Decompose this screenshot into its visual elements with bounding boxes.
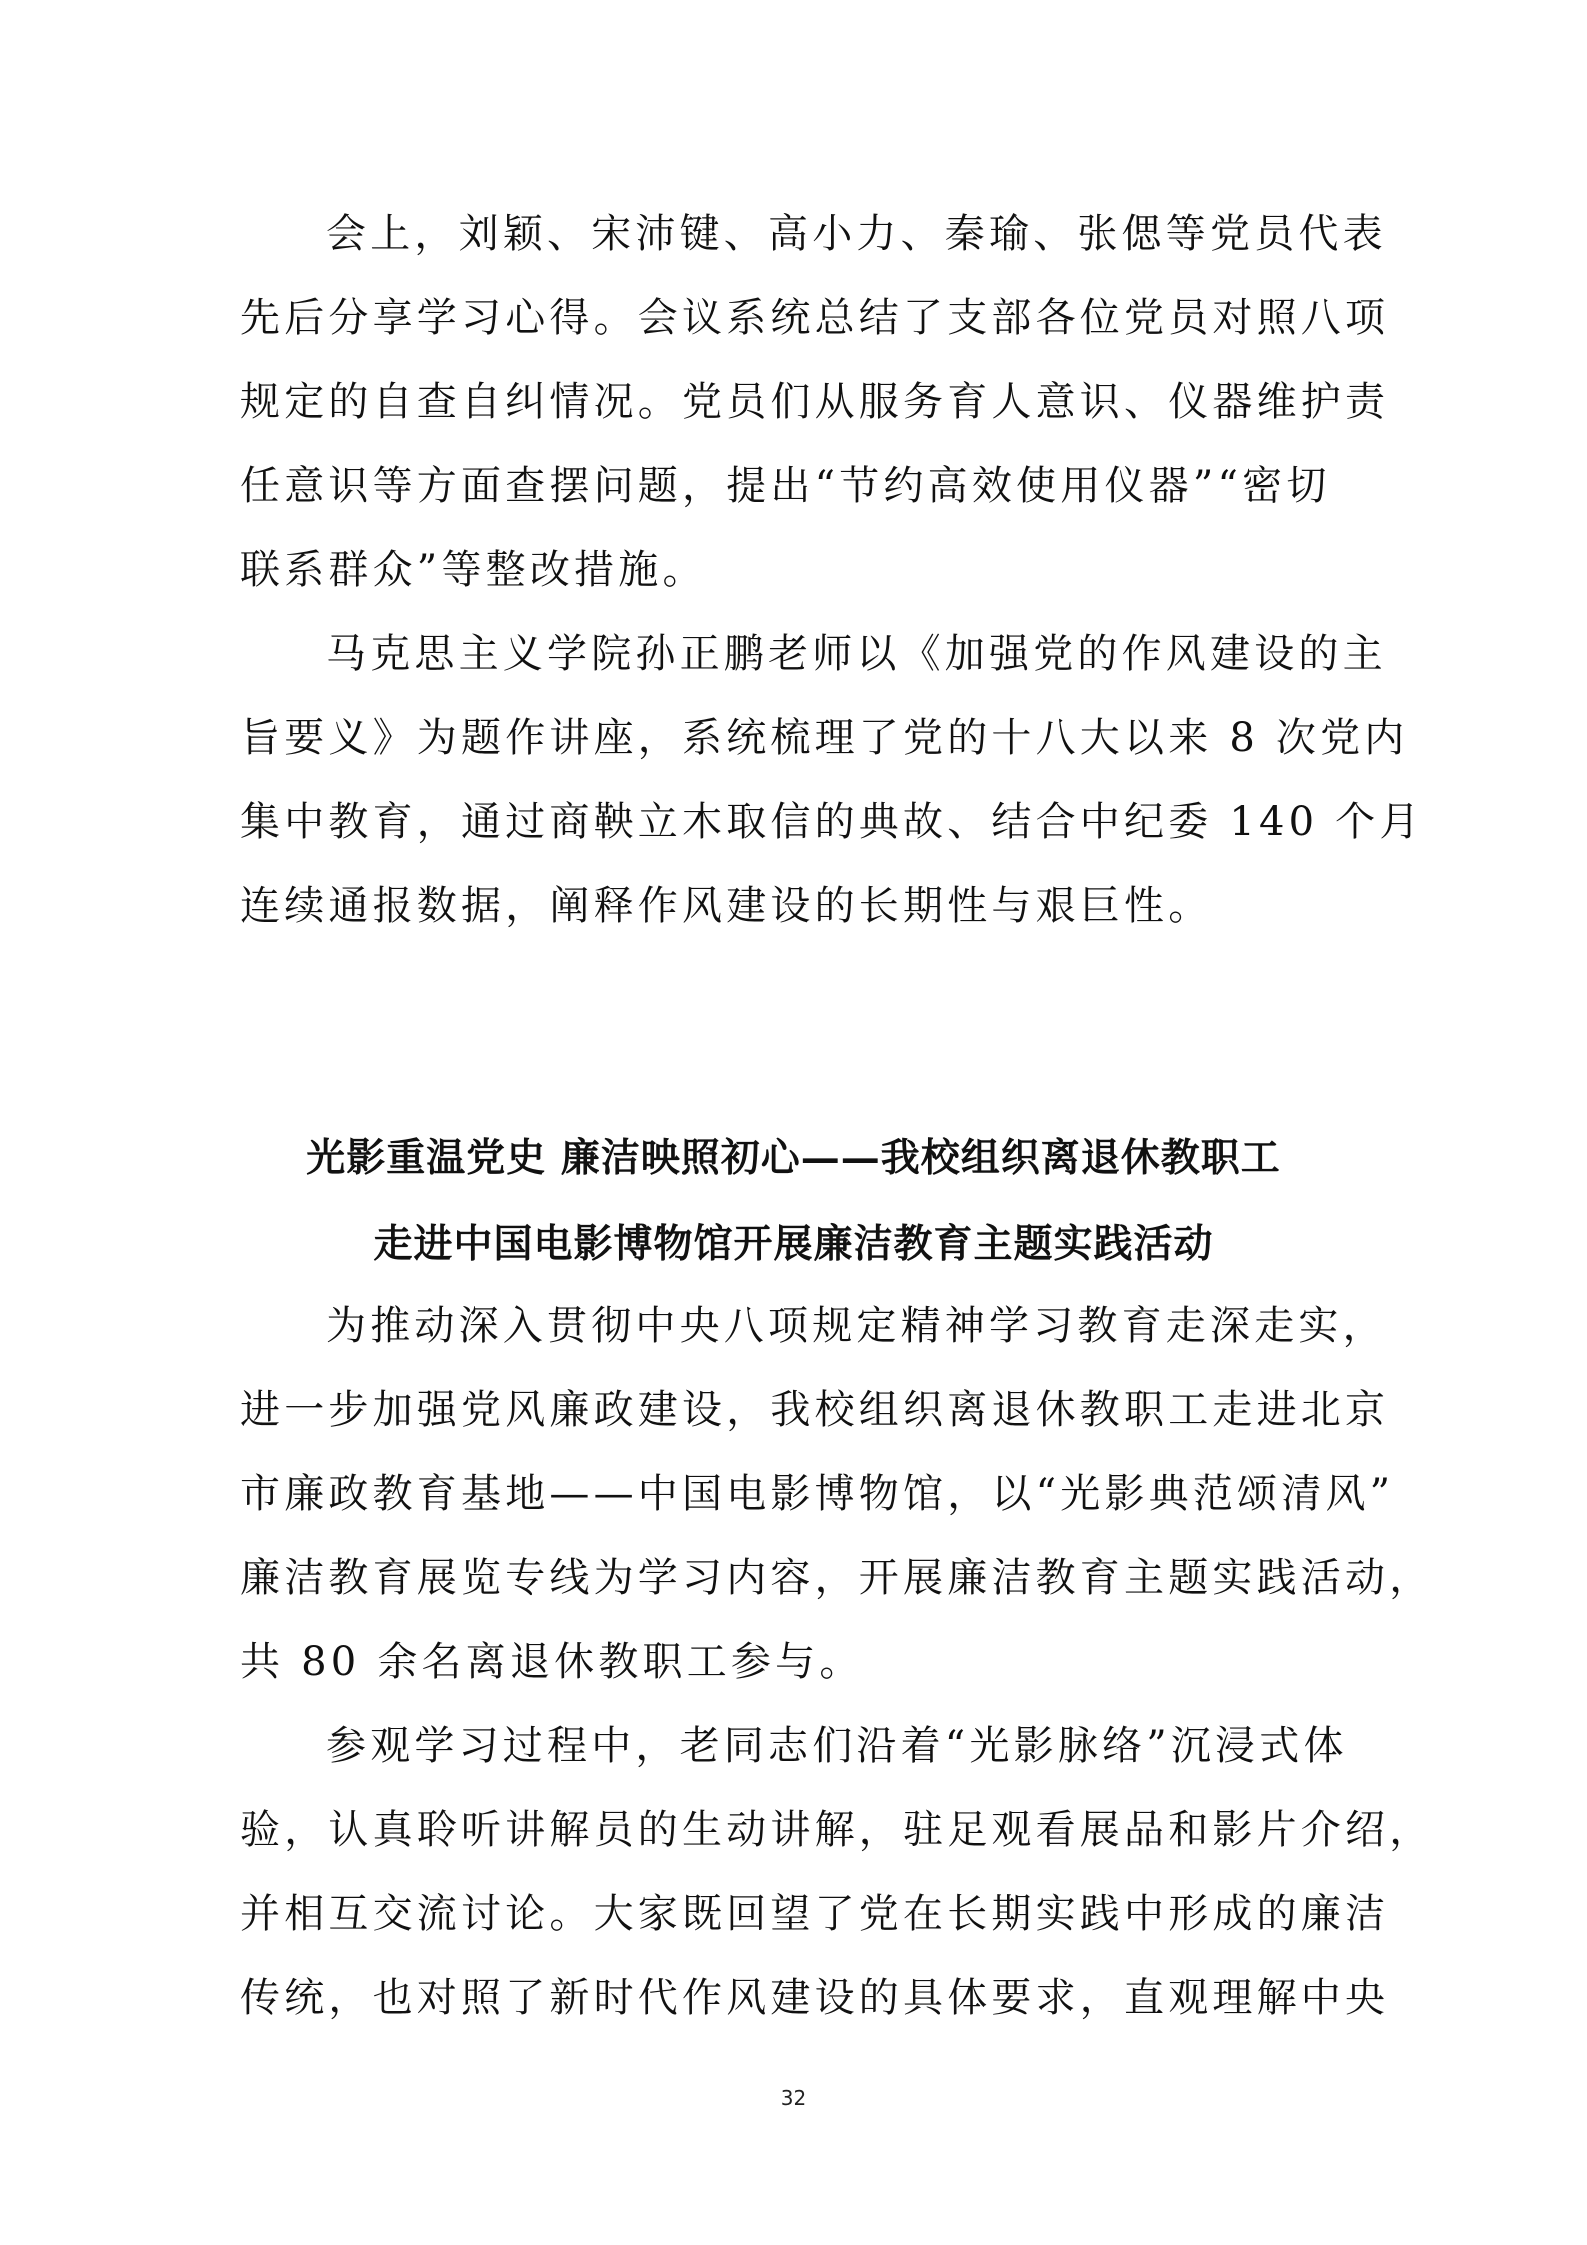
title-line: 走进中国电影博物馆开展廉洁教育主题实践活动 — [373, 1221, 1214, 1267]
page-number: 32 — [780, 2086, 807, 2110]
paragraph-lecture — [240, 612, 1424, 948]
text-line: 会上，刘颖、宋沛键、高小力、秦瑜、张偲等党员代表 — [326, 211, 1387, 257]
text-line: 旨要义》为题作讲座，系统梳理了党的十八大以来 8 次党内 — [240, 715, 1409, 761]
text-line: 验，认真聆听讲解员的生动讲解，驻足观看展品和影片介绍， — [240, 1807, 1434, 1853]
text-line: 廉洁教育展览专线为学习内容，开展廉洁教育主题实践活动， — [240, 1555, 1434, 1601]
paragraph-visit-learning — [240, 1704, 1434, 2040]
text-line: 先后分享学习心得。会议系统总结了支部各位党员对照八项 — [240, 295, 1390, 341]
text-line: 连续通报数据，阐释作风建设的长期性与艰巨性。 — [240, 883, 1213, 929]
text-line: 市廉政教育基地——中国电影博物馆，以“光影典范颂清风” — [240, 1471, 1395, 1517]
text-line: 并相互交流讨论。大家既回望了党在长期实践中形成的廉洁 — [240, 1891, 1390, 1937]
article-title — [150, 1115, 1437, 1287]
text-line: 为推动深入贯彻中央八项规定精神学习教育走深走实， — [326, 1303, 1387, 1349]
text-line: 马克思主义学院孙正鹏老师以《加强党的作风建设的主 — [326, 631, 1387, 677]
text-line: 进一步加强党风廉政建设，我校组织离退休教职工走进北京 — [240, 1387, 1390, 1433]
text-line: 规定的自查自纠情况。党员们从服务育人意识、仪器维护责 — [240, 379, 1390, 425]
text-line: 参观学习过程中，老同志们沿着“光影脉络”沉浸式体 — [326, 1723, 1348, 1769]
text-line: 共 80 余名离退休教职工参与。 — [240, 1639, 864, 1685]
text-line: 任意识等方面查摆问题，提出“节约高效使用仪器”“密切 — [240, 463, 1331, 509]
paragraph-meeting-sharing — [240, 192, 1390, 612]
text-line: 联系群众”等整改措施。 — [240, 547, 707, 593]
title-line: 光影重温党史 廉洁映照初心——我校组织离退休教职工 — [306, 1135, 1281, 1181]
text-line: 集中教育，通过商鞅立木取信的典故、结合中纪委 140 个月 — [240, 799, 1424, 845]
paragraph-activity-intro — [240, 1284, 1434, 1704]
text-line: 传统，也对照了新时代作风建设的具体要求，直观理解中央 — [240, 1975, 1390, 2021]
